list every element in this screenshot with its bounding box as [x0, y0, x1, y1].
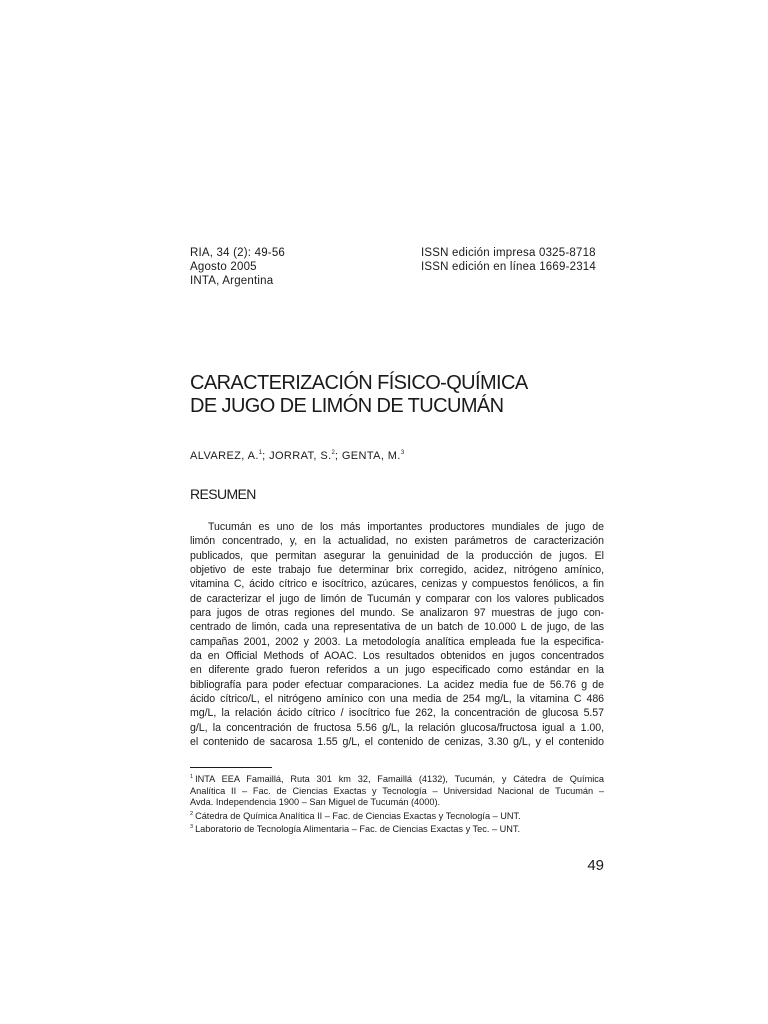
abstract-line: da en Official Methods of AOAC. Los resultados obtenidos en jugos concentrados	[190, 650, 604, 663]
abstract-line: ácido cítrico/L, el nitrógeno amínico con una media de 254 mg/L, la vitamina C 486	[190, 693, 604, 706]
article-title-line-2: DE JUGO DE LIMÓN DE TUCUMÁN	[190, 395, 504, 417]
issn-info	[421, 246, 596, 274]
footnote	[190, 822, 604, 836]
author-list	[190, 450, 404, 462]
section-heading-resumen: RESUMEN	[190, 486, 256, 502]
abstract-line: Tucumán es uno de los más importantes productores mundiales de jugo de	[208, 521, 604, 533]
affiliation-mark: 1	[258, 450, 263, 456]
footnote-text: INTA EEA Famaillá, Ruta 301 km 32, Famaillá (4132), Tucumán, y Cátedra de Química	[195, 774, 604, 784]
publisher: INTA, Argentina	[190, 275, 274, 287]
footnote-mark: 1	[190, 774, 194, 780]
abstract-line: vitamina C, ácido cítrico e isocítrico, azúcares, cenizas y compuestos fenólicos, a fin	[190, 578, 604, 591]
author-name: JORRAT, S.	[269, 450, 332, 462]
abstract-line: publicados, que permitan asegurar la genuinidad de la producción de jugos. El	[190, 549, 604, 562]
author-separator: ;	[334, 450, 342, 462]
footnote-mark: 3	[190, 824, 194, 831]
footnotes	[190, 772, 604, 836]
footnote-text: Analítica II – Fac. de Ciencias Exactas y Tecnología – Universidad Nacional de Tucumán –	[190, 785, 604, 796]
author-name: ALVAREZ, A.	[190, 450, 259, 462]
author-name: GENTA, M.	[341, 450, 401, 462]
footnote-text: Avda. Independencia 1900 – San Miguel de Tucumán (4000).	[190, 797, 441, 808]
author-separator: ;	[262, 450, 270, 462]
abstract-line: campañas 2001, 2002 y 2003. La metodología analítica empleada fue la especifica-	[190, 635, 604, 648]
article-title	[190, 372, 610, 418]
abstract-line: en diferente grado fueron referidos a un jugo especificado como estándar en la	[190, 664, 604, 677]
abstract-line: g/L, la concentración de fructosa 5.56 g/L, la relación glucosa/fructosa igual a 1.00,	[190, 721, 604, 734]
abstract-line: objetivo de este trabajo fue determinar brix corregido, acidez, nitrógeno amínico,	[190, 564, 604, 577]
affiliation-mark: 3	[400, 450, 405, 456]
footnote-line	[190, 822, 604, 836]
footnote-text: Laboratorio de Tecnología Alimentaria – Fac. de Ciencias Exactas y Tec. – UNT.	[195, 824, 521, 835]
footnote-line	[190, 809, 604, 823]
footnote-mark: 2	[190, 810, 194, 817]
abstract-body	[190, 520, 604, 750]
footnote-line	[190, 772, 604, 786]
footnote	[190, 772, 604, 809]
affiliation-mark: 2	[331, 450, 335, 456]
journal-info	[190, 246, 285, 288]
publication-date: Agosto 2005	[190, 261, 257, 273]
abstract-line: de caracterizar el jugo de limón de Tucumán y comparar con los valores publicados	[190, 592, 604, 605]
journal-citation: RIA, 34 (2): 49-56	[190, 247, 286, 259]
abstract-line: el contenido de sacarosa 1.55 g/L, el contenido de cenizas, 3.30 g/L, y el contenido	[190, 736, 604, 749]
footnote-separator	[190, 767, 272, 768]
footnote-line	[190, 797, 604, 809]
abstract-line: limón concentrado, y, en la actualidad, no existen parámetros de caracterización	[190, 535, 604, 548]
page-number: 49	[587, 857, 604, 874]
issn-online: ISSN edición en línea 1669-2314	[421, 261, 596, 273]
footnote-text: Cátedra de Química Analítica II – Fac. de Ciencias Exactas y Tecnología – UNT.	[195, 810, 521, 821]
abstract-line: bibliografía para poder efectuar comparaciones. La acidez media fue de 56.76 g de	[190, 678, 604, 691]
footnote-line	[190, 786, 604, 798]
article-title-line-1: CARACTERIZACIÓN FÍSICO-QUÍMICA	[190, 372, 528, 394]
issn-print: ISSN edición impresa 0325-8718	[421, 247, 596, 259]
abstract-line: para jugos de otras regiones del mundo. Se analizaron 97 muestras de jugo con-	[190, 607, 604, 620]
abstract-line: centrado de limón, cada una representativa de un batch de 10.000 L de jugo, de las	[190, 621, 604, 634]
abstract-line: mg/L, la relación ácido cítrico / isocítrico fue 262, la concentración de glucosa 5.57	[190, 707, 604, 720]
footnote	[190, 809, 604, 823]
